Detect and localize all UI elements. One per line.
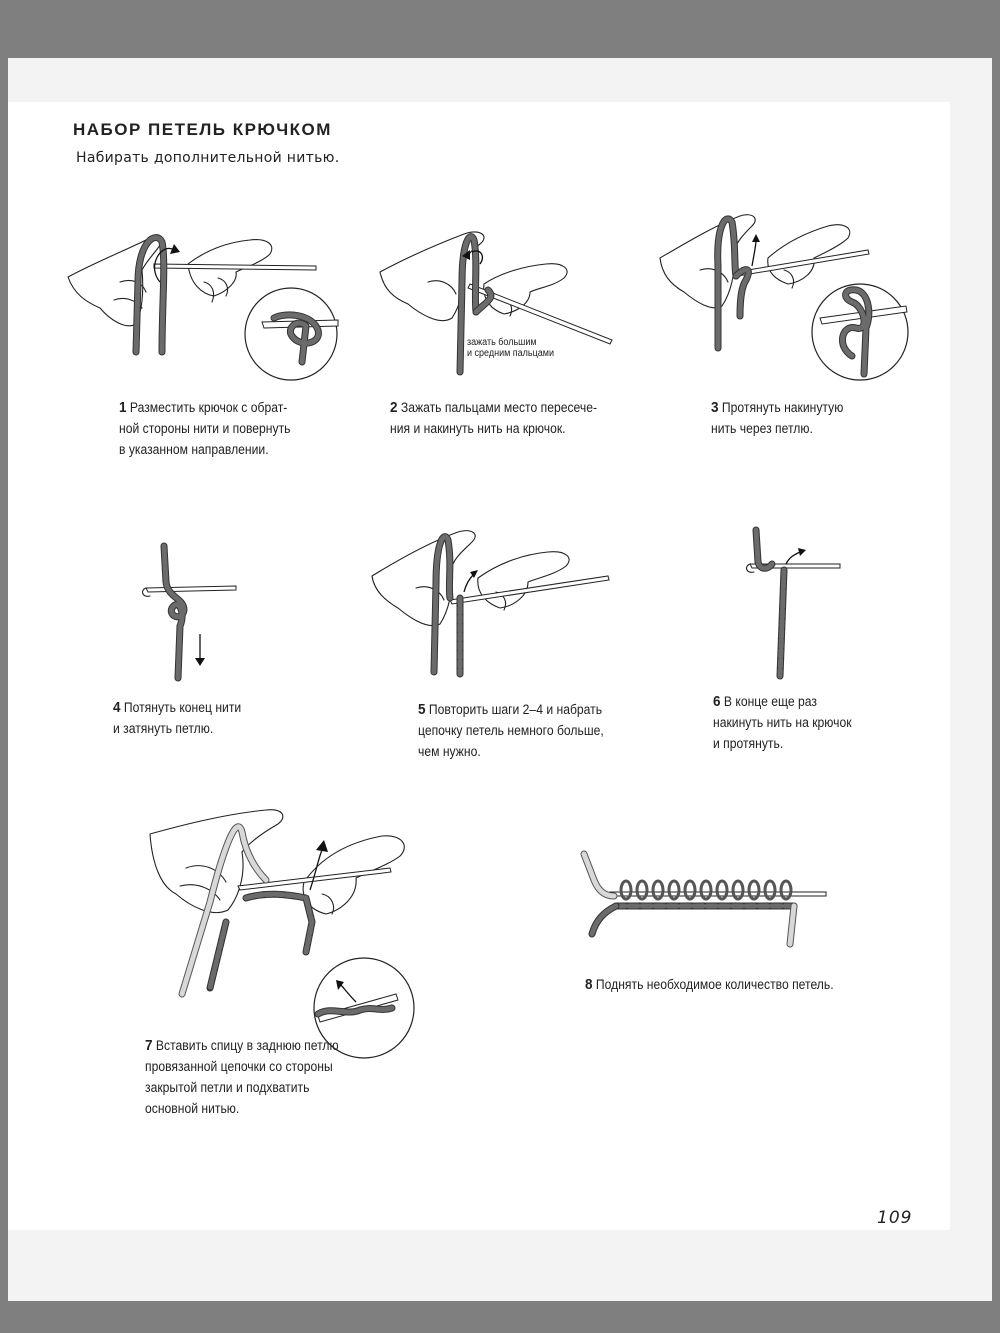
step-text: накинуть нить на крючок — [713, 715, 852, 730]
step-8-caption — [585, 974, 834, 995]
step-2-caption — [390, 397, 597, 439]
step-2-note-line: и средним пальцами — [467, 348, 554, 359]
step-8-illustration — [580, 850, 830, 950]
step-number: 3 — [711, 399, 719, 416]
page-right-margin — [950, 58, 992, 1301]
step-text: и затянуть петлю. — [113, 721, 214, 736]
step-number: 7 — [145, 1037, 153, 1054]
arrow-icon — [195, 634, 205, 666]
step-number: 1 — [119, 399, 127, 416]
step-1-illustration — [66, 222, 356, 392]
crochet-hook-icon — [143, 586, 236, 596]
arrow-icon — [464, 570, 478, 592]
step-5-caption — [418, 699, 604, 762]
step-text: закрытой петли и подхватить — [145, 1080, 310, 1095]
crochet-hook-icon — [154, 264, 316, 270]
step-text: ной стороны нити и повернуть — [119, 421, 291, 436]
step-5-illustration — [368, 524, 628, 684]
step-text: чем нужно. — [418, 744, 481, 759]
step-2-note-line: зажать большим — [467, 337, 537, 348]
hand-icon — [150, 810, 404, 914]
step-number: 4 — [113, 699, 121, 716]
arrow-icon — [752, 234, 760, 266]
yarn-loop-icon — [756, 530, 784, 676]
step-text: ния и накинуть нить на крючок. — [390, 421, 566, 436]
step-3-caption — [711, 397, 843, 439]
step-text: в указанном направлении. — [119, 442, 269, 457]
step-text: Разместить крючок с обрат- — [129, 400, 288, 415]
yarn-loop-icon — [584, 854, 794, 944]
step-7-caption — [145, 1035, 339, 1119]
step-2-note — [467, 337, 554, 359]
step-4-illustration — [138, 542, 248, 682]
step-number: 2 — [390, 399, 398, 416]
step-text: В конце еще раз — [723, 694, 817, 709]
step-text: Потянуть конец нити — [123, 700, 242, 715]
arrow-icon — [155, 244, 180, 282]
page-subtitle: Набирать дополнительной нитью. — [76, 150, 340, 166]
step-number: 5 — [418, 701, 426, 718]
step-text: провязанной цепочки со стороны — [145, 1059, 333, 1074]
step-number: 6 — [713, 693, 721, 710]
step-6-caption — [713, 691, 852, 754]
step-1-caption — [119, 397, 290, 460]
step-text: Протянуть накинутую — [721, 400, 844, 415]
page-top-margin — [8, 58, 992, 102]
page-title: НАБОР ПЕТЕЛЬ КРЮЧКОМ — [73, 120, 332, 139]
yarn-loop-icon — [164, 546, 184, 678]
arrow-icon — [786, 548, 806, 564]
step-text: Зажать пальцами место пересече- — [400, 400, 598, 415]
step-text: Поднять необходимое количество петель. — [595, 977, 834, 992]
hand-icon — [68, 238, 272, 326]
step-text: Повторить шаги 2–4 и набрать — [428, 702, 603, 717]
step-text: основной нитью. — [145, 1101, 240, 1116]
step-text: и протянуть. — [713, 736, 784, 751]
step-text: цепочку петель немного больше, — [418, 723, 604, 738]
step-text: Вставить спицу в заднюю петлю — [155, 1038, 339, 1053]
step-number: 8 — [585, 976, 593, 993]
step-4-caption — [113, 697, 241, 739]
page-number: 109 — [877, 1208, 913, 1228]
step-3-illustration — [656, 206, 916, 386]
step-text: нить через петлю. — [711, 421, 813, 436]
detail-magnifier — [245, 288, 338, 380]
detail-magnifier — [812, 284, 908, 380]
page-bottom-margin — [8, 1230, 992, 1301]
step-7-illustration — [146, 802, 416, 1042]
step-6-illustration — [744, 526, 844, 686]
